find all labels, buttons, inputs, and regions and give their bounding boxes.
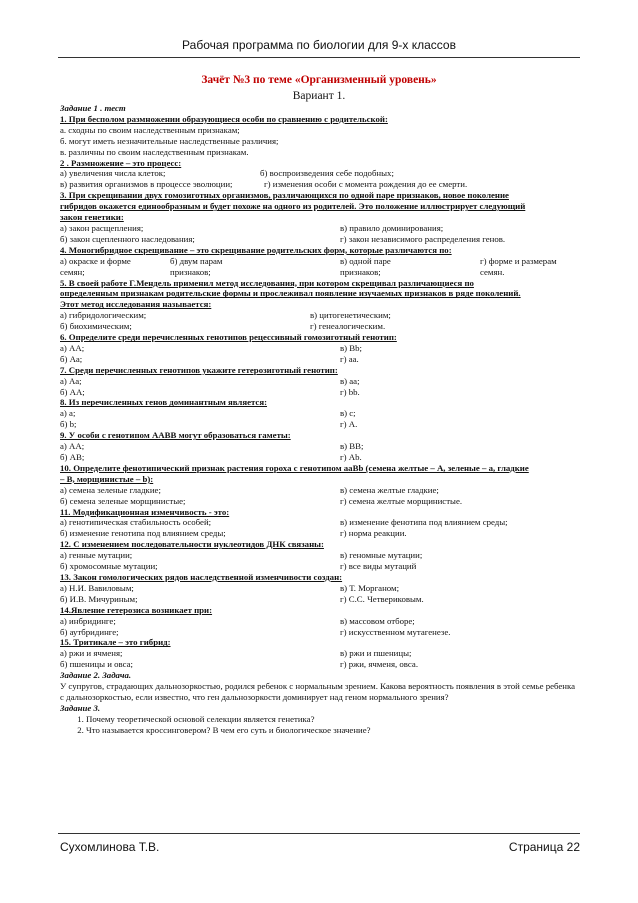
q8-option-a: а) а; bbox=[60, 408, 76, 419]
q9-option-d: г) Аb. bbox=[340, 452, 362, 462]
footer-page-number: Страница 22 bbox=[508, 840, 580, 854]
q8-option-d: г) А. bbox=[340, 419, 358, 430]
question-11: 11. Модификационная изменчивость - это: bbox=[60, 506, 230, 517]
q6-option-a: а) АА; bbox=[60, 342, 85, 353]
q11-option-d: г) норма реакции. bbox=[340, 528, 407, 539]
q3-option-b: б) закон сцепленного наследования; bbox=[60, 233, 195, 244]
q4-option-b-cont: признаков; bbox=[170, 266, 211, 277]
question-10-line-2: – В, морщинистые – b): bbox=[60, 473, 154, 484]
q3-option-c: в) правило доминирования; bbox=[340, 222, 444, 233]
q10-option-b: б) семена зеленые морщинистые; bbox=[60, 495, 186, 506]
question-7: 7. Среди перечисленных генотипов укажите гетерозиготный генотип: bbox=[60, 364, 338, 375]
q15-option-a: а) ржи и ячменя; bbox=[60, 648, 123, 659]
question-9: 9. У особи с генотипом ААВВ могут образоваться гаметы: bbox=[60, 430, 291, 441]
q12-option-a: а) генные мутации; bbox=[60, 550, 133, 561]
q4-option-a-cont: семян; bbox=[60, 266, 85, 277]
q6-option-d: г) аа. bbox=[340, 353, 359, 364]
q11-option-b: б) изменение генотипа под влиянием среды; bbox=[60, 528, 226, 539]
q14-option-a: а) инбридинге; bbox=[60, 615, 116, 626]
q13-option-a: а) Н.И. Вавиловым; bbox=[60, 582, 134, 593]
header-divider bbox=[58, 57, 580, 58]
q7-option-b: б) АА; bbox=[60, 386, 85, 397]
q10-row-1 bbox=[60, 485, 580, 496]
q1-option-b: б. могут иметь незначительные наследственные различия; bbox=[60, 135, 279, 146]
page-header: Рабочая программа по биологии для 9-х классов bbox=[182, 38, 456, 52]
q2-option-a: а) увеличения числа клеток; bbox=[60, 168, 166, 179]
task3-label: Задание 3. bbox=[60, 702, 101, 713]
q15-row-2 bbox=[60, 659, 580, 670]
q9-option-c: в) ВВ; bbox=[340, 441, 364, 452]
q4-option-d-cont: семян. bbox=[480, 266, 505, 277]
q11-option-c: в) изменение фенотипа под влиянием среды; bbox=[340, 517, 508, 528]
q15-option-b: б) пшеницы и овса; bbox=[60, 659, 133, 670]
q10-option-a: а) семена зеленые гладкие; bbox=[60, 484, 161, 495]
q4-row-1 bbox=[60, 256, 580, 267]
question-1: 1. При бесполом размножении образующиеся особи по сравнению с родительской: bbox=[60, 113, 388, 124]
q2-row-1 bbox=[60, 168, 580, 179]
q6-row-2 bbox=[60, 354, 580, 365]
q5-option-a: а) гибридологическим; bbox=[60, 310, 147, 321]
q15-option-c: в) ржи и пшеницы; bbox=[340, 648, 412, 659]
q6-option-b: б) Аа; bbox=[60, 353, 83, 364]
q3-row-2 bbox=[60, 234, 580, 245]
q12-row-1 bbox=[60, 550, 580, 561]
q9-row-2 bbox=[60, 452, 580, 463]
q3-option-d: г) закон независимого распределения генов. bbox=[340, 233, 506, 244]
q14-option-c: в) массовом отборе; bbox=[340, 615, 415, 626]
q6-row-1 bbox=[60, 343, 580, 354]
q7-option-d: г) bb. bbox=[340, 386, 360, 397]
q1-option-a: а. сходны по своим наследственным признакам; bbox=[60, 124, 240, 135]
q9-option-b: б) АВ; bbox=[60, 452, 85, 462]
q13-row-1 bbox=[60, 583, 580, 594]
q7-row-1 bbox=[60, 376, 580, 387]
task3-item: 1. Почему теоретической основой селекции является генетика? bbox=[86, 714, 580, 725]
q2-option-b: б) воспроизведения себе подобных; bbox=[260, 168, 394, 179]
q5-option-b: б) биохимическим; bbox=[60, 321, 132, 332]
task1-label: Задание 1 . тест bbox=[60, 103, 126, 113]
question-3-line-2: гибридов окажется единообразным и будет похоже на одного из родителей. Это положение иллюстрирует следующий bbox=[60, 201, 526, 212]
q4-option-a: а) окраске и форме bbox=[60, 255, 131, 266]
q5-row-2 bbox=[60, 321, 580, 332]
q2-option-d: г) изменения особи с момента рождения до ее смерти. bbox=[264, 179, 468, 190]
q7-option-c: в) аа; bbox=[340, 375, 360, 386]
question-8: 8. Из перечисленных генов доминантным является: bbox=[60, 397, 268, 408]
q4-option-c-cont: признаков; bbox=[340, 266, 381, 277]
test-title: Зачёт №3 по теме «Организменный уровень» bbox=[201, 74, 437, 86]
question-6: 6. Определите среди перечисленных генотипов рецессивный гомозиготный генотип: bbox=[60, 332, 397, 343]
question-14: 14.Явление гетерозиса возникает при: bbox=[60, 604, 213, 615]
q4-option-b: б) двум парам bbox=[170, 255, 223, 266]
q11-option-a: а) генотипическая стабильность особей; bbox=[60, 517, 212, 528]
variant-label: Вариант 1. bbox=[292, 90, 346, 102]
q14-row-2 bbox=[60, 627, 580, 638]
task3-list bbox=[60, 714, 580, 736]
q2-row-2 bbox=[60, 179, 580, 190]
q10-row-2 bbox=[60, 496, 580, 507]
q13-row-2 bbox=[60, 594, 580, 605]
footer-divider bbox=[58, 833, 580, 834]
q13-option-d: г) С.С. Четвериковым. bbox=[340, 593, 424, 604]
question-3-line-3: закон генетики: bbox=[60, 212, 124, 223]
question-5-line-1: 5. В своей работе Г.Мендель применил метод исследования, при котором скрещивал различающиеся по bbox=[60, 277, 474, 288]
q7-row-2 bbox=[60, 387, 580, 398]
q3-option-a: а) закон расщепления; bbox=[60, 222, 144, 233]
q12-option-d: г) все виды мутаций bbox=[340, 561, 417, 572]
q15-row-1 bbox=[60, 648, 580, 659]
q2-option-c: в) развития организмов в процессе эволюции; bbox=[60, 179, 233, 190]
q5-row-1 bbox=[60, 310, 580, 321]
question-13: 13. Закон гомологических рядов наследственной изменчивости создан: bbox=[60, 571, 343, 582]
q12-row-2 bbox=[60, 561, 580, 572]
q8-row-2 bbox=[60, 419, 580, 430]
q3-row-1 bbox=[60, 223, 580, 234]
q15-option-d: г) ржи, ячменя, овса. bbox=[340, 659, 419, 670]
q4-row-2 bbox=[60, 267, 580, 278]
q8-option-b: б) b; bbox=[60, 419, 77, 430]
q11-row-1 bbox=[60, 517, 580, 528]
question-5-line-2: определенным признакам родительские формы и прослеживал появление изучаемых признаков в ряде поколений. bbox=[60, 288, 521, 299]
q5-option-d: г) генеалогическим. bbox=[310, 321, 386, 332]
q4-option-c: в) одной паре bbox=[340, 255, 391, 266]
task3-item: 2. Что называется кроссинговером? В чем его суть и биологическое значение? bbox=[86, 725, 580, 736]
question-3-line-1: 3. При скрещивании двух гомозиготных организмов, различающихся по одной паре признаков, новое поколение bbox=[60, 190, 509, 201]
q14-row-1 bbox=[60, 616, 580, 627]
q13-option-c: в) Т. Морганом; bbox=[340, 582, 400, 593]
q4-option-d: г) форме и размерам bbox=[480, 255, 557, 266]
q6-option-c: в) Вb; bbox=[340, 342, 362, 353]
q14-option-d: г) искусственном мутагенезе. bbox=[340, 626, 451, 637]
question-10-line-1: 10. Определите фенотипический признак растения гороха с генотипом ааВb (семена желтые – А, зеленые – а, гладкие bbox=[60, 462, 529, 473]
question-5-line-3: Этот метод исследования называется: bbox=[60, 299, 212, 310]
q14-option-b: б) аутбридинге; bbox=[60, 626, 119, 637]
q12-option-c: в) геномные мутации; bbox=[340, 550, 423, 561]
task2-text: У супругов, страдающих дальнозоркостью, родился ребенок с нормальным зрением. Какова вероятность появления в этой семье ребенка с дальнозоркостью, если известно, что ген дальнозоркости доминирует над геном нормального зрения? bbox=[60, 681, 576, 702]
q10-option-d: г) семена желтые морщинистые. bbox=[340, 495, 463, 506]
q9-row-1 bbox=[60, 441, 580, 452]
question-15: 15. Тритикале – это гибрид: bbox=[60, 637, 171, 648]
q7-option-a: а) Аа; bbox=[60, 375, 82, 386]
q11-row-2 bbox=[60, 528, 580, 539]
q9-option-a: а) АА; bbox=[60, 441, 85, 452]
q8-option-c: в) с; bbox=[340, 408, 356, 419]
test-body bbox=[60, 103, 580, 736]
q1-option-c: в. различны по своим наследственным признакам. bbox=[60, 146, 249, 157]
task2-label: Задание 2. Задача. bbox=[60, 670, 132, 681]
q12-option-b: б) хромосомные мутации; bbox=[60, 561, 158, 572]
q5-option-c: в) цитогенетическим; bbox=[310, 310, 391, 321]
q13-option-b: б) И.В. Мичуриным; bbox=[60, 593, 138, 604]
q8-row-1 bbox=[60, 408, 580, 419]
question-2: 2 . Размножение – это процесс: bbox=[60, 157, 182, 168]
q10-option-c: в) семена желтые гладкие; bbox=[340, 484, 439, 495]
question-4: 4. Моногибридное скрещивание – это скрещивание родительских форм, которые различаются по: bbox=[60, 244, 452, 255]
footer-author: Сухомлинова Т.В. bbox=[60, 840, 160, 854]
question-12: 12. С изменением последовательности нуклеотидов ДНК связаны: bbox=[60, 539, 324, 550]
